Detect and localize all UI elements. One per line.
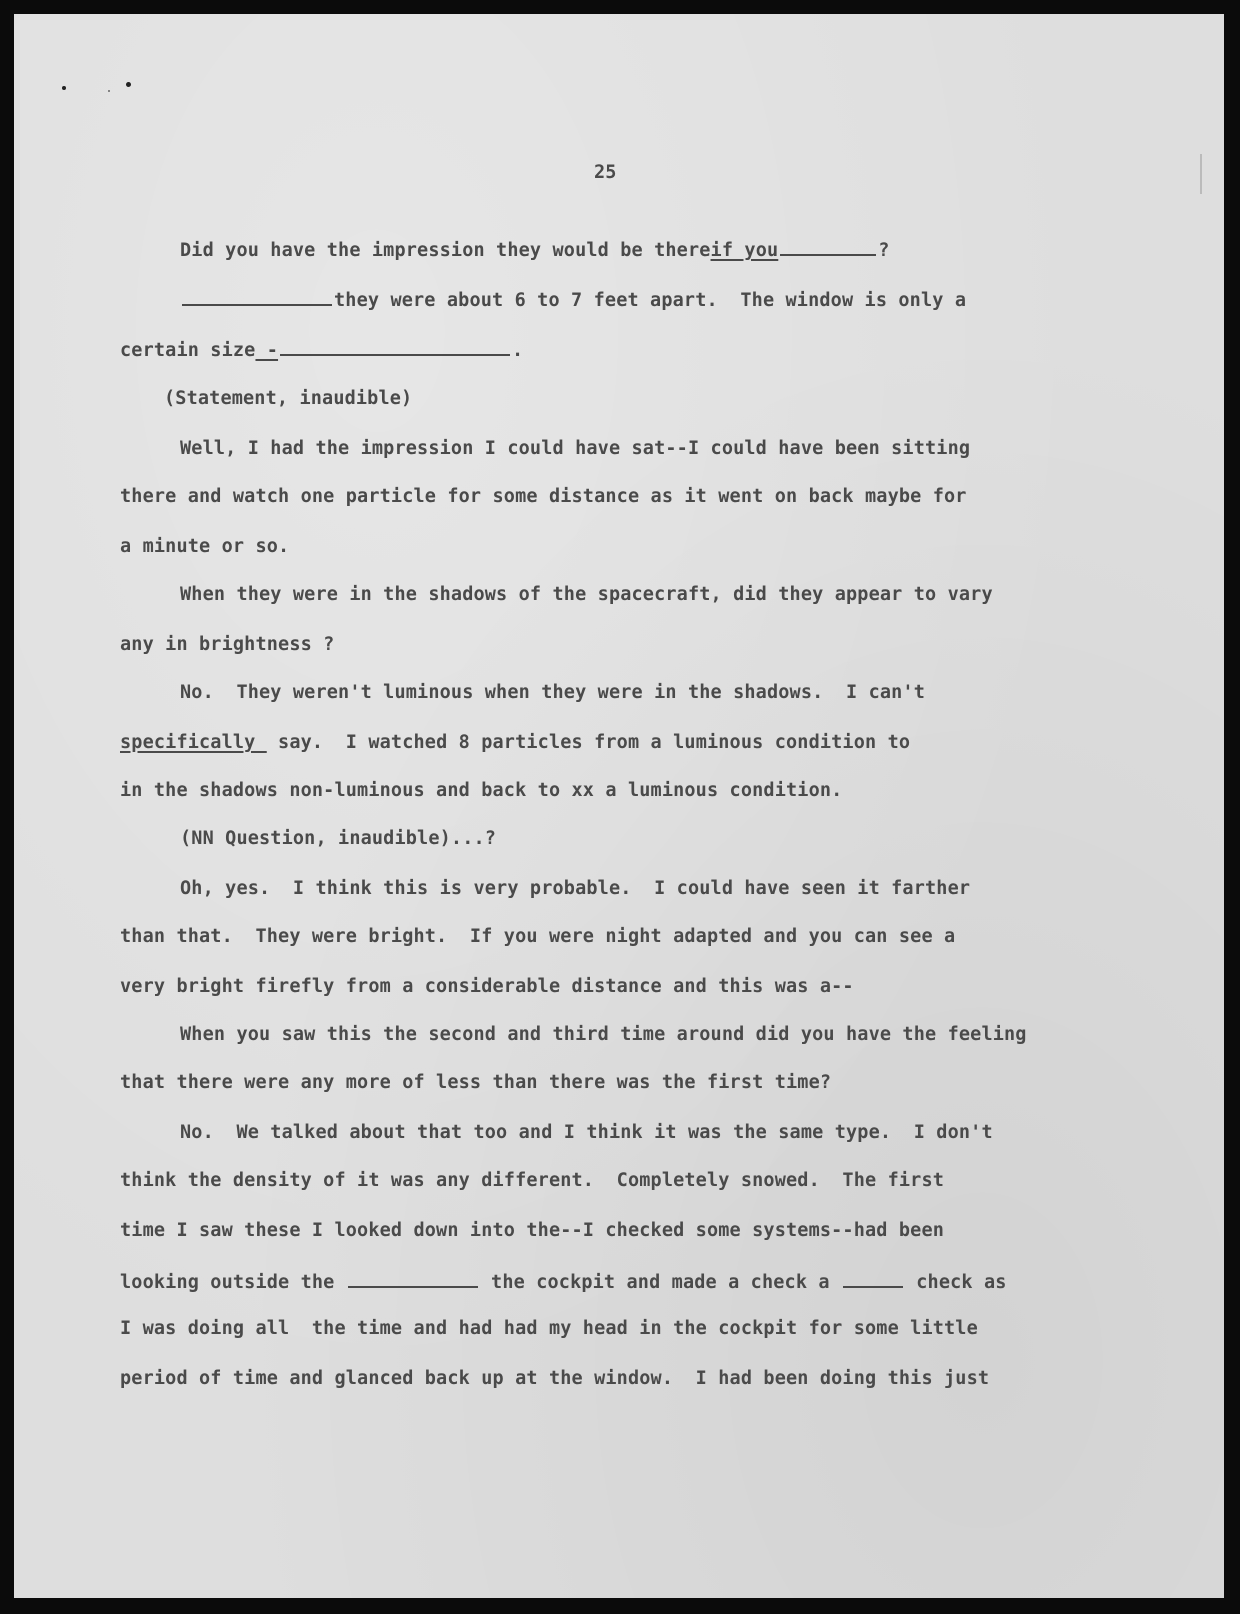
line-text: the cockpit and made a check a bbox=[479, 1272, 841, 1293]
transcript-line bbox=[120, 976, 854, 997]
line-text: (Statement, inaudible) bbox=[164, 388, 413, 409]
line-text: certain size bbox=[120, 340, 256, 361]
line-text: there and watch one particle for some distance as it went on back maybe for bbox=[120, 486, 967, 507]
transcript-line bbox=[164, 388, 412, 409]
line-text: When you saw this the second and third time around did you have the feeling bbox=[180, 1024, 1027, 1045]
document-page bbox=[14, 14, 1224, 1598]
transcript-line bbox=[120, 926, 955, 947]
transcript-line bbox=[180, 438, 970, 459]
underlined-text: if you bbox=[710, 240, 779, 261]
line-text: a minute or so. bbox=[120, 536, 290, 557]
line-text: in the shadows non-luminous and back to xx a luminous condition. bbox=[120, 780, 843, 801]
line-text: ? bbox=[878, 240, 890, 261]
transcript-line bbox=[180, 238, 890, 261]
transcript-line bbox=[120, 732, 910, 753]
transcript-line bbox=[180, 682, 925, 703]
transcript-line bbox=[180, 1122, 993, 1143]
transcript-line bbox=[180, 1024, 1027, 1045]
fill-in-blank bbox=[348, 1270, 478, 1288]
line-text: . bbox=[512, 340, 524, 361]
line-text: say. I watched 8 particles from a luminous condition to bbox=[266, 732, 911, 753]
scan-speck bbox=[62, 86, 66, 90]
transcript-line bbox=[120, 338, 523, 361]
line-text: When they were in the shadows of the spacecraft, did they appear to vary bbox=[180, 584, 993, 605]
page-number: 25 bbox=[594, 162, 617, 183]
fill-in-blank bbox=[280, 338, 510, 356]
line-text: I was doing all the time and had had my head in the cockpit for some little bbox=[120, 1318, 978, 1339]
transcript-line bbox=[120, 486, 967, 507]
underlined-text: - bbox=[255, 340, 279, 361]
transcript-line bbox=[180, 584, 993, 605]
line-text: any in brightness ? bbox=[120, 634, 335, 655]
line-text: No. They weren't luminous when they were in the shadows. I can't bbox=[180, 682, 926, 703]
transcript-line bbox=[120, 1220, 944, 1241]
underlined-text: specifically bbox=[120, 732, 267, 753]
line-text: Well, I had the impression I could have sat--I could have been sitting bbox=[180, 438, 971, 459]
line-text: Oh, yes. I think this is very probable. I could have seen it farther bbox=[180, 878, 971, 899]
transcript-line bbox=[120, 780, 842, 801]
fill-in-blank bbox=[843, 1270, 903, 1288]
line-text: think the density of it was any different. Completely snowed. The first bbox=[120, 1170, 945, 1191]
transcript-line bbox=[120, 1318, 978, 1339]
scan-speck bbox=[108, 90, 110, 92]
fill-in-blank bbox=[182, 288, 332, 306]
line-text: time I saw these I looked down into the--I checked some systems--had been bbox=[120, 1220, 945, 1241]
transcript-line bbox=[180, 878, 970, 899]
line-text: that there were any more of less than there was the first time? bbox=[120, 1072, 832, 1093]
line-text: period of time and glanced back up at the window. I had been doing this just bbox=[120, 1368, 990, 1389]
transcript-line bbox=[120, 1072, 831, 1093]
transcript-line bbox=[180, 288, 966, 311]
line-text: check as bbox=[904, 1272, 1007, 1293]
line-text: (NN Question, inaudible)...? bbox=[180, 828, 497, 849]
line-text: they were about 6 to 7 feet apart. The window is only a bbox=[334, 290, 967, 311]
fill-in-blank bbox=[780, 238, 876, 256]
scan-speck bbox=[126, 82, 131, 87]
transcript-line bbox=[180, 828, 496, 849]
transcript-line bbox=[120, 536, 289, 557]
transcript-line bbox=[120, 1270, 1007, 1293]
line-text: No. We talked about that too and I think it was the same type. I don't bbox=[180, 1122, 993, 1143]
line-text: Did you have the impression they would be there bbox=[180, 240, 711, 261]
line-text: looking outside the bbox=[120, 1272, 346, 1293]
transcript-line bbox=[120, 1170, 944, 1191]
line-text: very bright firefly from a considerable distance and this was a-- bbox=[120, 976, 854, 997]
transcript-line bbox=[120, 634, 334, 655]
transcript-line bbox=[120, 1368, 989, 1389]
page-edge-mark bbox=[1200, 154, 1202, 194]
line-text: than that. They were bright. If you were night adapted and you can see a bbox=[120, 926, 956, 947]
